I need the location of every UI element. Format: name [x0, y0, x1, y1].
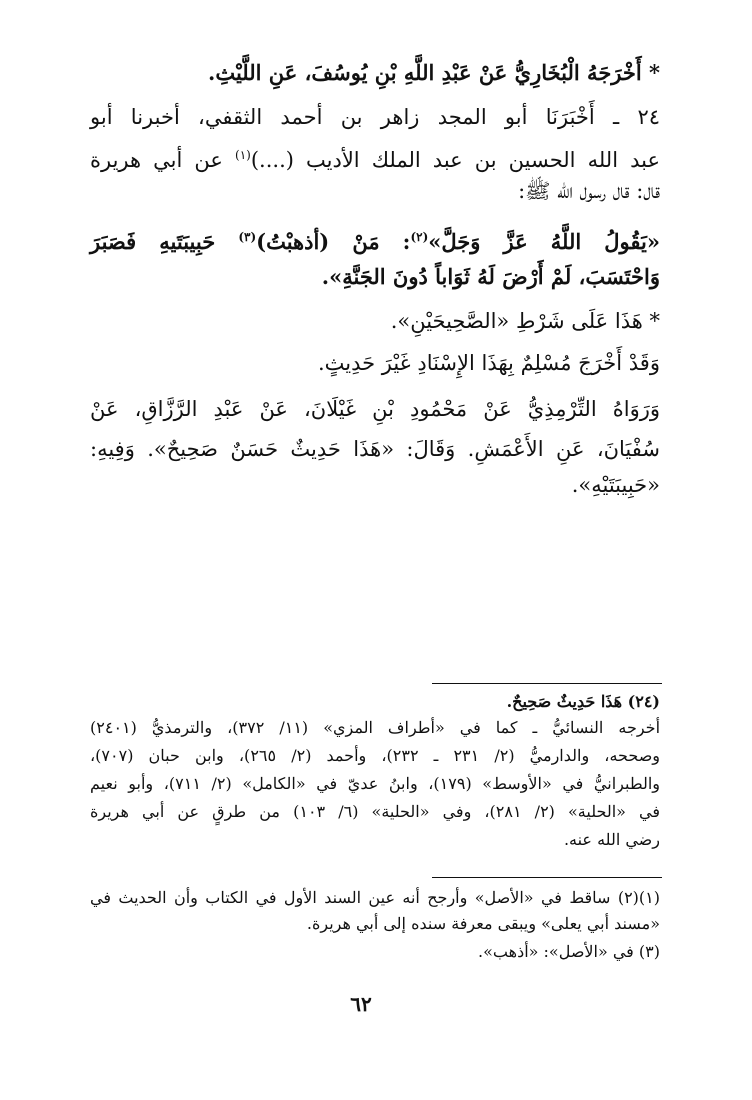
takhrij-line-1: أخرجه النسائيُّ ـ كما في «أطراف المزي» (١١/ ٣٧٢)، والترمذيُّ (٢٤٠١): [90, 718, 661, 737]
takhrij-divider: [432, 683, 662, 684]
main-line-4: قال: قال رسول الله ﷺ:: [518, 179, 660, 203]
footnote-ref-3: (٣): [238, 230, 257, 244]
footnotes-divider: [432, 877, 662, 878]
main-line-6: وَاحْتَسَبَ، لَمْ أَرْضَ لَهُ ثَوَاباً دُونَ الجَنَّةِ».: [321, 264, 660, 289]
page-number: ٦٢: [350, 992, 372, 1016]
takhrij-line-3: والطبرانيُّ في «الأوسط» (١٧٩)، وابنُ عديّ في «الكامل» (٢/ ٧١١)، وأبو نعيم: [90, 774, 660, 793]
main-line-2: ٢٤ ـ أَخْبَرَنَا أبو المجد زاهر بن أحمد الثقفي، أخبرنا أبو: [90, 105, 660, 129]
main-line-3-b: عن أبي هريرة: [90, 148, 236, 172]
main-line-11: «حَبِيبَتَيْهِ».: [571, 473, 660, 497]
takhrij-line-4: في «الحلية» (٢/ ٢٨١)، وفي «الحلية» (٦/ ١٠٣) من طرقٍ عن أبي هريرة: [90, 802, 661, 821]
takhrij-heading: (٢٤) هَذَا حَدِيثٌ صَحِيحٌ.: [506, 692, 660, 711]
main-line-1: * أَخْرَجَهُ الْبُخَارِيُّ عَنْ عَبْدِ اللَّهِ بْنِ يُوسُفَ، عَنِ اللَّيْثِ.: [208, 60, 660, 85]
main-line-7: * هَذَا عَلَى شَرْطِ «الصَّحِيحَيْنِ».: [390, 309, 660, 333]
footnote-ref-2: (٢): [410, 230, 429, 244]
footnote-line-2: «مسند أبي يعلى» ويبقى معرفة سنده إلى أبي هريرة.: [306, 914, 660, 933]
main-line-5-b: : مَنْ (أذهبْتُ): [256, 229, 411, 254]
main-line-3: [90, 140, 660, 175]
takhrij-line-5: رضي الله عنه.: [563, 830, 660, 849]
takhrij-line-2: وصححه، والدارميُّ (٢/ ٢٣١ ـ ٢٣٢)، وأحمد (٢/ ٢٦٥)، وابن حبان (٧٠٧)،: [90, 746, 661, 765]
main-line-8: وَقَدْ أَخْرَجَ مُسْلِمٌ بِهَذَا الإِسْنَادِ غَيْرَ حَدِيثٍ.: [317, 351, 660, 375]
footnote-ref-1: (١): [235, 148, 251, 162]
main-line-3-a: عبد الله الحسين بن عبد الملك الأديب (....): [250, 148, 660, 172]
footnote-line-1: (١)(٢) ساقط في «الأصل» وأرجح أنه عين السند الأول في الكتاب وأن الحديث في: [90, 888, 660, 907]
main-line-5-c: حَبِيبَتَيهِ فَصَبَرَ: [90, 229, 239, 254]
footnote-line-3: (٣) في «الأصل»: «أذهب».: [478, 942, 660, 961]
main-line-5-a: «يَقُولُ اللَّهُ عَزَّ وَجَلَّ»: [428, 229, 660, 254]
main-line-9: وَرَوَاهُ التِّرْمِذِيُّ عَنْ مَحْمُودِ بْنِ غَيْلَانَ، عَنْ عَبْدِ الرَّزَّاقِ، عَنْ: [90, 397, 660, 421]
main-line-10: سُفْيَانَ، عَنِ الأَعْمَشِ. وَقَالَ: «هَذَا حَدِيثٌ حَسَنٌ صَحِيحٌ». وَفِيهِ:: [90, 437, 660, 461]
main-line-5: [90, 222, 660, 257]
